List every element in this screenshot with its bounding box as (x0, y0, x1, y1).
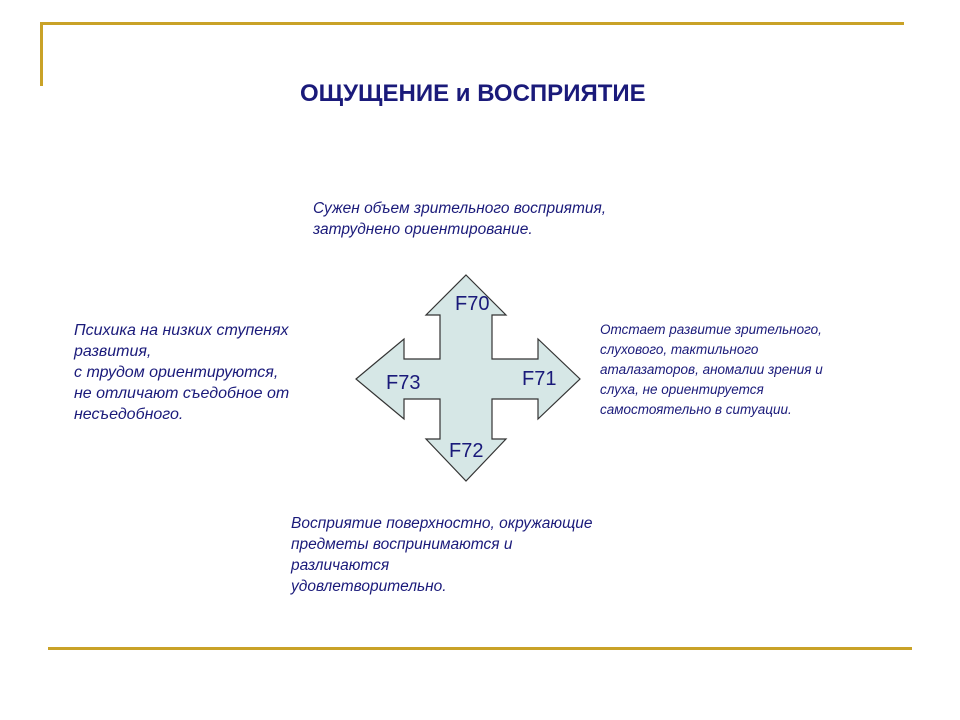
description-f70: Сужен объем зрительного восприятия, затруднено ориентирование. (313, 200, 607, 238)
cross-label-f71: F71 (522, 368, 557, 390)
description-f71: Отстает развитие зрительного, слухового, тактильного аталазаторов, аномалии зрения и слуха, не ориентируется самостоятельно в ситуации. (600, 322, 823, 417)
cross-label-f70: F70 (455, 293, 490, 315)
slide-title: ОЩУЩЕНИЕ и ВОСПРИЯТИЕ (300, 80, 646, 107)
frame-bottom-line (48, 647, 912, 650)
frame-left-line (40, 22, 43, 86)
description-f73: Психика на низких ступенях развития, с трудом ориентируются, не отличают съедобное от несъедобного. (74, 322, 290, 423)
description-f72: Восприятие поверхностно, окружающие предметы воспринимаются и различаются удовлетворительно. (291, 515, 593, 595)
frame-top-line (40, 22, 904, 25)
cross-label-f73: F73 (386, 372, 421, 394)
cross-label-f72: F72 (449, 440, 484, 462)
slide-title-container (300, 80, 720, 108)
